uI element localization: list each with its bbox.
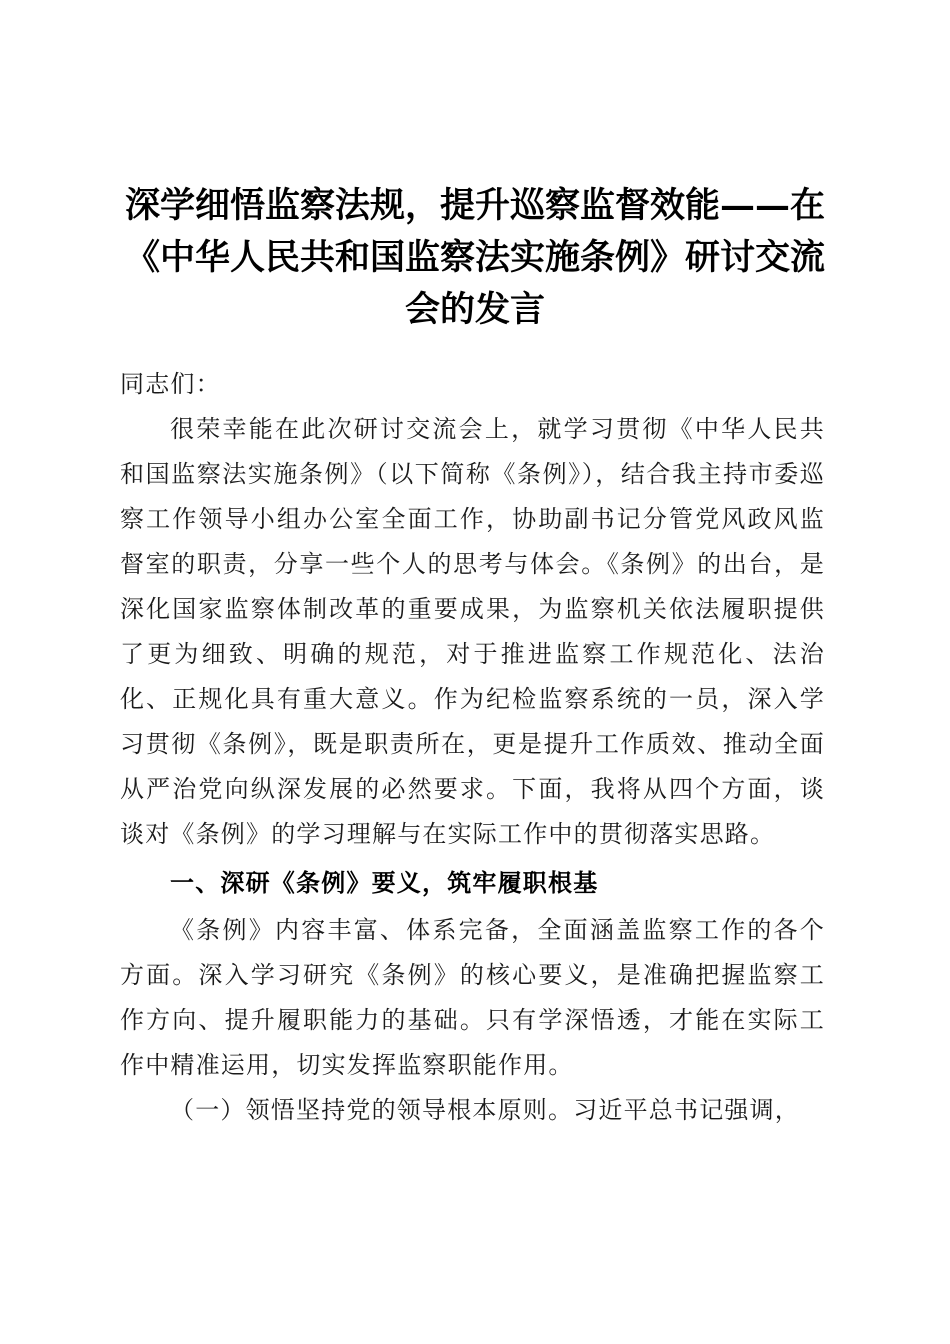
document-title: 深学细悟监察法规，提升巡察监督效能——在《中华人民共和国监察法实施条例》研讨交流会的发言 [124, 185, 825, 330]
subsection-1-paragraph: （一）领悟坚持党的领导根本原则。习近平总书记强调， [170, 1096, 800, 1124]
section-1-paragraph: 《条例》内容丰富、体系完备，全面涵盖监察工作的各个方面。深入学习研究《条例》的核心要义，是准确把握监察工作方向、提升履职能力的基础。只有学深悟透，才能在实际工作中精准运用，切实发挥监察职能作用。 [120, 916, 825, 1079]
section-heading-1: 一、深研《条例》要义，筑牢履职根基 [170, 869, 599, 897]
salutation: 同志们： [120, 370, 221, 398]
document-body [120, 362, 825, 1133]
intro-paragraph: 很荣幸能在此次研讨交流会上，就学习贯彻《中华人民共和国监察法实施条例》（以下简称《条例》），结合我主持市委巡察工作领导小组办公室全面工作，协助副书记分管党风政风监督室的职责，分享一些个人的思考与体会。《条例》的出台，是深化国家监察体制改革的重要成果，为监察机关依法履职提供了更为细致、明确的规范，对于推进监察工作规范化、法治化、正规化具有重大意义。作为纪检监察系统的一员，深入学习贯彻《条例》，既是职责所在，更是提升工作质效、推动全面从严治党向纵深发展的必然要求。下面，我将从四个方面，谈谈对《条例》的学习理解与在实际工作中的贯彻落实思路。 [120, 415, 825, 848]
